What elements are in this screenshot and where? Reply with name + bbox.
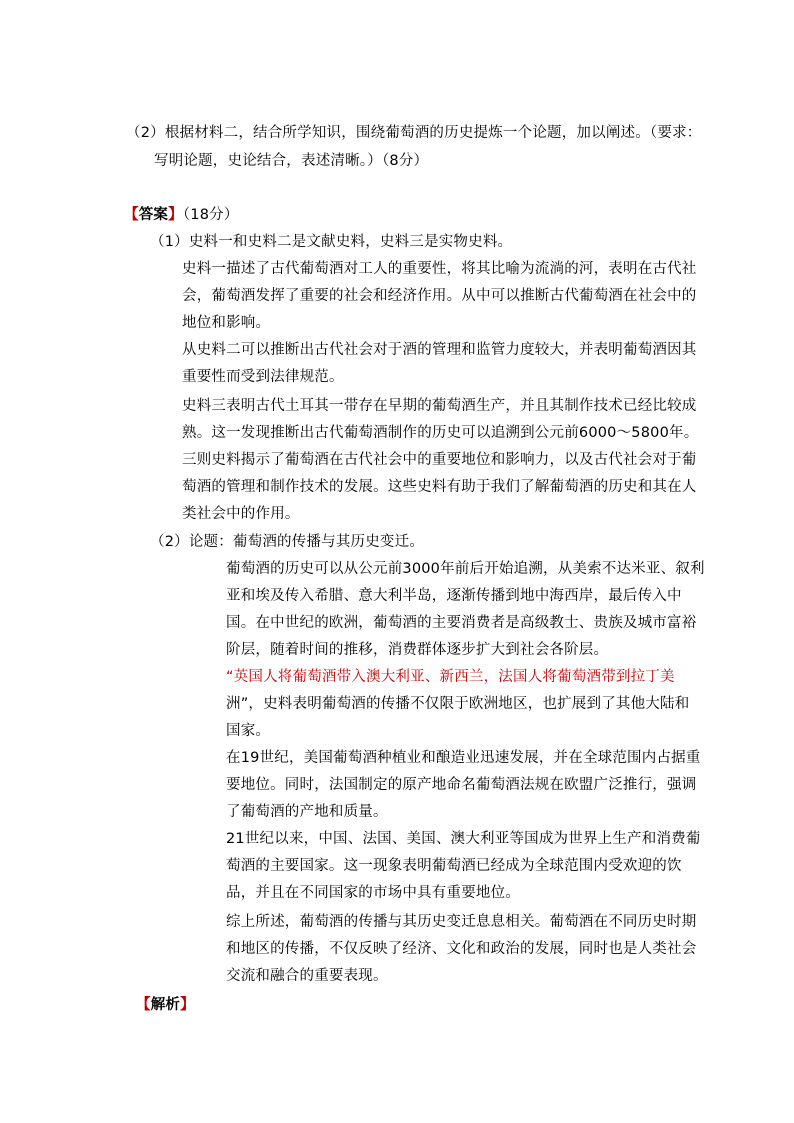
part1-line: 萄酒的管理和制作技术的发展。这些史料有助于我们了解葡萄酒的历史和其在人 — [182, 479, 697, 495]
part1-line: 三则史料揭示了葡萄酒在古代社会中的重要地位和影响力，以及古代社会对于葡 — [182, 452, 697, 468]
part1-line: 史料一描述了古代葡萄酒对工人的重要性，将其比喻为流淌的河，表明在古代社 — [182, 261, 697, 277]
part2-quote-line: “英国人将葡萄酒带入澳大利亚、新西兰，法国人将葡萄酒带到拉丁美 — [226, 669, 675, 685]
question2-line1: （2）根据材料二，结合所学知识，围绕葡萄酒的历史提炼一个论题，加以阐述。（要求： — [126, 125, 702, 141]
part2-line: 亚和埃及传入希腊、意大利半岛，逐渐传播到地中海西岸，最后传入中 — [226, 588, 682, 604]
part1-line: 史料三表明古代土耳其一带存在早期的葡萄酒生产，并且其制作技术已经比较成 — [182, 398, 697, 414]
analysis-tag-close: 】 — [180, 997, 195, 1013]
part1-line: 类社会中的作用。 — [182, 506, 300, 522]
part2-line: 了葡萄酒的产地和质量。 — [226, 804, 388, 820]
analysis-header — [136, 995, 195, 1015]
analysis-tag-label: 解析 — [150, 997, 181, 1013]
part1-line: 熟。这一发现推断出古代葡萄酒制作的历史可以追溯到公元前6000～5800年。 — [182, 425, 699, 441]
part2-line: 交流和融合的重要表现。 — [226, 968, 388, 984]
part2-line: 洲”，史料表明葡萄酒的传播不仅限于欧洲地区，也扩展到了其他大陆和 — [226, 696, 690, 712]
part2-line: 国。在中世纪的欧洲，葡萄酒的主要消费者是高级教士、贵族及城市富裕 — [226, 615, 697, 631]
part2-line: 和地区的传播，不仅反映了经济、文化和政治的发展，同时也是人类社会 — [226, 941, 697, 957]
part1-marker: （1） — [150, 234, 189, 250]
answer-header — [124, 205, 239, 225]
part2-line: 阶层，随着时间的推移，消费群体逐步扩大到社会各阶层。 — [226, 642, 609, 658]
part2-line: 国家。 — [226, 723, 271, 739]
part2-line: 在19世纪，美国葡萄酒种植业和酿造业迅速发展，并在全球范围内占据重 — [226, 750, 701, 766]
question2-line2: 写明论题，史论结合，表述清晰。）（8分） — [154, 153, 429, 169]
answer-score: （18分） — [182, 207, 239, 223]
answer-tag-label: 答案 — [138, 207, 169, 223]
part2-line: 综上所述，葡萄酒的传播与其历史变迁息息相关。葡萄酒在不同历史时期 — [226, 914, 697, 930]
part2-line: 葡萄酒的历史可以从公元前3000年前后开始追溯，从美索不达米亚、叙利 — [226, 561, 705, 577]
part1-lead-text: 史料一和史料二是文献史料，史料三是实物史料。 — [188, 234, 513, 250]
answer-tag-open: 【 — [124, 207, 139, 223]
part1-line: 会，葡萄酒发挥了重要的社会和经济作用。从中可以推断古代葡萄酒在社会中的 — [182, 288, 697, 304]
part1-line: 重要性而受到法律规范。 — [182, 369, 344, 385]
part1-lead — [150, 232, 512, 252]
part2-lead-text: 论题：葡萄酒的传播与其历史变迁。 — [188, 534, 425, 550]
answer-tag-close: 】 — [168, 207, 183, 223]
part2-line: 品，并且在不同国家的市场中具有重要地位。 — [226, 885, 520, 901]
part1-line: 地位和影响。 — [182, 315, 271, 331]
part1-line: 从史料二可以推断出古代社会对于酒的管理和监管力度较大，并表明葡萄酒因其 — [182, 342, 697, 358]
part2-marker: （2） — [150, 534, 189, 550]
part2-lead — [150, 532, 424, 552]
part2-line: 要地位。同时，法国制定的原产地命名葡萄酒法规在欧盟广泛推行，强调 — [226, 777, 697, 793]
analysis-tag-open: 【 — [136, 997, 151, 1013]
part2-line: 21世纪以来，中国、法国、美国、澳大利亚等国成为世界上生产和消费葡 — [226, 831, 701, 847]
part2-line: 萄酒的主要国家。这一现象表明葡萄酒已经成为全球范围内受欢迎的饮 — [226, 858, 682, 874]
